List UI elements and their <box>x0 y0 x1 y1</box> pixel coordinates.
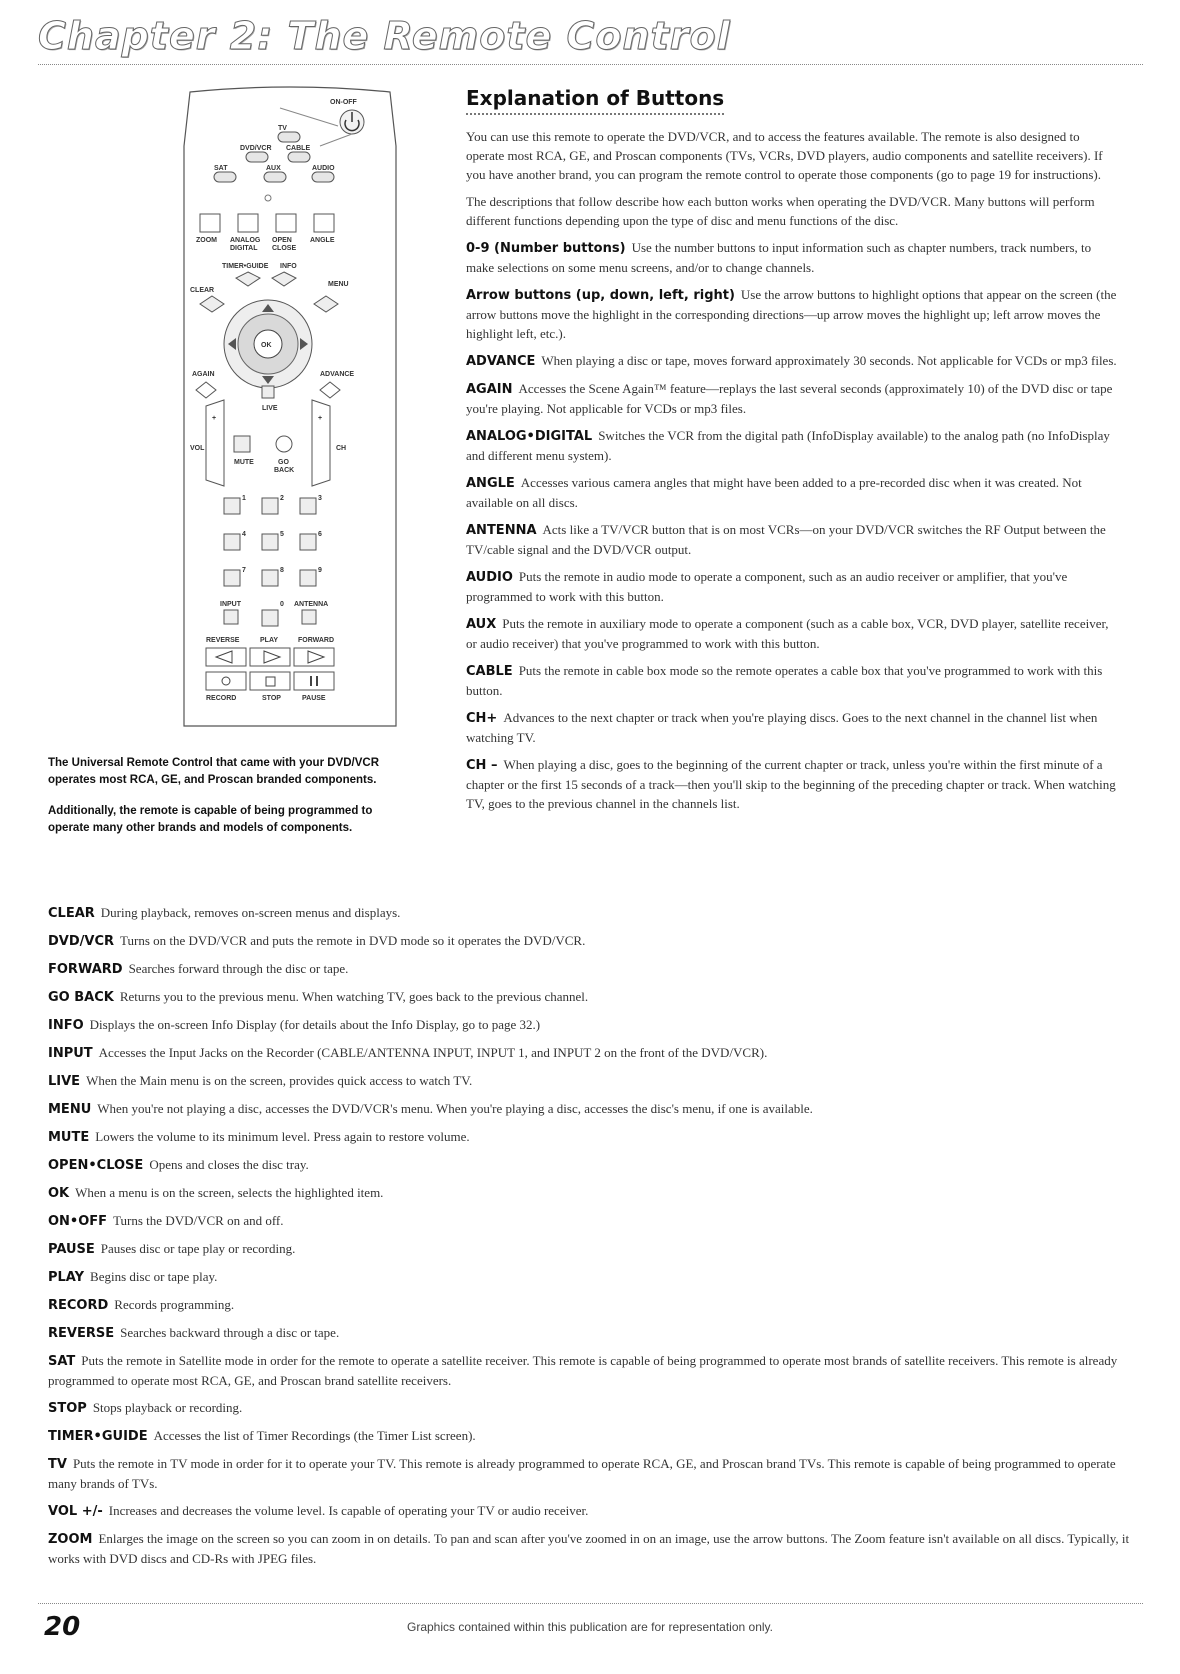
definition-term: PLAY <box>48 1270 85 1285</box>
section-heading: Explanation of Buttons <box>466 86 724 115</box>
button-definition-list-continued <box>48 903 1130 1576</box>
definition-text: When playing a disc, goes to the beginning of the current chapter or track, unless you're within the first minute of a chapter or the first 15 seconds of a track—then you'll skip to the beginning of the preceding chapter or track. When watching TV, goes to the previous channel in the channels list. <box>466 757 1116 811</box>
svg-text:+: + <box>212 415 217 422</box>
remote-label-angle: ANGLE <box>310 237 335 244</box>
caption-paragraph-2: Additionally, the remote is capable of being programmed to operate many other brands and models of components. <box>48 805 373 834</box>
definition-entry <box>466 755 1118 813</box>
definition-entry <box>48 987 1130 1007</box>
definition-entry <box>48 1127 1130 1147</box>
svg-text:+: + <box>318 415 323 422</box>
remote-label-0: 0 <box>280 601 284 608</box>
remote-label-advance: ADVANCE <box>320 371 355 378</box>
remote-label-4: 4 <box>242 531 246 538</box>
definition-term: FORWARD <box>48 962 123 977</box>
definition-text: Puts the remote in auxiliary mode to operate a component (such as a cable box, VCR, DVD player, satellite receiver, or audio receiver) that you've programmed to work with this button. <box>466 616 1109 651</box>
definition-entry <box>48 1529 1130 1568</box>
caption-paragraph-1: The Universal Remote Control that came with your DVD/VCR operates most RCA, GE, and Proscan branded components. <box>48 757 380 786</box>
remote-label-3: 3 <box>318 495 322 502</box>
remote-label-vol: VOL <box>190 445 205 452</box>
definition-text: During playback, removes on-screen menus and displays. <box>100 905 401 920</box>
definition-text: Lowers the volume to its minimum level. Press again to restore volume. <box>95 1129 470 1144</box>
definition-text: Opens and closes the disc tray. <box>149 1157 309 1172</box>
definition-entry <box>466 351 1118 371</box>
definition-term: 0-9 (Number buttons) <box>466 241 626 256</box>
definition-term: CH+ <box>466 711 498 726</box>
definition-term: GO BACK <box>48 990 114 1005</box>
definition-term: OPEN•CLOSE <box>48 1158 144 1173</box>
definition-term: RECORD <box>48 1298 109 1313</box>
definition-text: Displays the on-screen Info Display (for details about the Info Display, go to page 32.) <box>89 1017 541 1032</box>
definition-entry <box>48 1043 1130 1063</box>
definition-term: TV <box>48 1457 67 1472</box>
remote-label-8: 8 <box>280 567 284 574</box>
definition-term: ANALOG•DIGITAL <box>466 429 593 444</box>
remote-label-tv: TV <box>278 125 287 132</box>
definition-text: Puts the remote in TV mode in order for it to operate your TV. This remote is already programmed to operate RCA, GE, and Proscan brand TVs. This remote is capable of being programmed to operate many brands of TVs. <box>48 1456 1116 1491</box>
intro-paragraph-1: You can use this remote to operate the DVD/VCR, and to access the features available. The remote is also designed to operate most RCA, GE, and Proscan components (TVs, VCRs, DVD players, audio components and satellite receivers). If you have another brand, you can program the remote control to operate those components (go to page 19 for instructions). <box>466 129 1103 182</box>
remote-label-cable: CABLE <box>286 145 311 152</box>
definition-term: ADVANCE <box>466 354 536 369</box>
definition-term: AGAIN <box>466 382 513 397</box>
remote-label-clear: CLEAR <box>190 287 215 294</box>
definition-text: Searches backward through a disc or tape. <box>120 1325 340 1340</box>
definition-entry <box>466 567 1118 606</box>
definition-term: TIMER•GUIDE <box>48 1429 148 1444</box>
definition-text: Begins disc or tape play. <box>90 1269 218 1284</box>
definition-term: INPUT <box>48 1046 93 1061</box>
definition-text: Puts the remote in Satellite mode in order for the remote to operate a satellite receiver. This remote is capable of being programmed to operate most brands of satellite receivers. This remote is already programmed to operate most RCA, GE, and Proscan brand satellite receivers. <box>48 1353 1118 1388</box>
definition-text: Accesses various camera angles that might have been added to a pre-recorded disc when it was created. Not available on all discs. <box>466 475 1082 510</box>
remote-label-sat: SAT <box>214 165 228 172</box>
definition-term: Arrow buttons (up, down, left, right) <box>466 288 735 303</box>
remote-label-reverse: REVERSE <box>206 637 240 644</box>
definition-text: Turns on the DVD/VCR and puts the remote in DVD mode so it operates the DVD/VCR. <box>120 933 586 948</box>
definition-text: Accesses the Input Jacks on the Recorder (CABLE/ANTENNA INPUT, INPUT 1, and INPUT 2 on the front of the DVD/VCR). <box>98 1045 768 1060</box>
page-number: 20 <box>44 1612 81 1642</box>
footer-note: Graphics contained within this publication are for representation only. <box>407 1620 773 1634</box>
definition-entry <box>48 1099 1130 1119</box>
chapter-title: Chapter 2: The Remote Control <box>38 14 731 58</box>
title-divider <box>38 64 1143 65</box>
definition-term: INFO <box>48 1018 84 1033</box>
button-definition-list <box>466 238 1118 813</box>
definition-text: Accesses the list of Timer Recordings (the Timer List screen). <box>153 1428 476 1443</box>
definition-term: AUDIO <box>466 570 513 585</box>
remote-label-go: GO <box>278 459 289 466</box>
definition-term: LIVE <box>48 1074 81 1089</box>
definition-entry <box>48 1501 1130 1521</box>
definition-text: Use the number buttons to input information such as chapter numbers, track numbers, to make selections on some menu screens, and/or to change channels. <box>466 240 1092 275</box>
definition-entry <box>48 1398 1130 1418</box>
remote-label-ok: OK <box>261 342 272 349</box>
definition-text: Stops playback or recording. <box>92 1400 243 1415</box>
definition-entry <box>48 931 1130 951</box>
definition-text: When playing a disc or tape, moves forward approximately 30 seconds. Not applicable for VCDs or mp3 files. <box>541 353 1117 368</box>
definition-entry <box>48 1183 1130 1203</box>
definition-text: Switches the VCR from the digital path (InfoDisplay available) to the analog path (no InfoDisplay and different menu system). <box>466 428 1110 463</box>
definition-term: MENU <box>48 1102 92 1117</box>
intro-paragraph-2: The descriptions that follow describe how each button works when operating the DVD/VCR. Many buttons will perform different functions depending upon the type of disc and menu functions of the disc. <box>466 194 1095 228</box>
remote-label-audio: AUDIO <box>312 165 335 172</box>
remote-label-again: AGAIN <box>192 371 215 378</box>
definition-text: Searches forward through the disc or tape. <box>128 961 349 976</box>
remote-label-digital: DIGITAL <box>230 245 258 252</box>
definition-text: When you're not playing a disc, accesses the DVD/VCR's menu. When you're playing a disc, accesses the disc's menu, if one is available. <box>97 1101 813 1116</box>
definition-term: CABLE <box>466 664 513 679</box>
remote-label-6: 6 <box>318 531 322 538</box>
remote-label-stop: STOP <box>262 695 281 702</box>
remote-label-5: 5 <box>280 531 284 538</box>
remote-label-dvd-vcr: DVD/VCR <box>240 145 272 152</box>
definition-term: OK <box>48 1186 70 1201</box>
definition-text: Increases and decreases the volume level. Is capable of operating your TV or audio receiver. <box>108 1503 589 1518</box>
definition-text: When a menu is on the screen, selects the highlighted item. <box>75 1185 384 1200</box>
remote-label-record: RECORD <box>206 695 237 702</box>
remote-label-zoom: ZOOM <box>196 237 217 244</box>
remote-label-input: INPUT <box>220 601 241 608</box>
remote-label-live: LIVE <box>262 405 278 412</box>
definition-entry <box>48 959 1130 979</box>
definition-text: Pauses disc or tape play or recording. <box>100 1241 296 1256</box>
definition-term: STOP <box>48 1401 87 1416</box>
definition-term: SAT <box>48 1354 76 1369</box>
definition-term: AUX <box>466 617 497 632</box>
definition-term: ANGLE <box>466 476 515 491</box>
definition-term: VOL +/- <box>48 1504 103 1519</box>
definition-entry <box>48 1071 1130 1091</box>
remote-label-pause: PAUSE <box>302 695 326 702</box>
explanation-section <box>466 86 1118 821</box>
remote-label-forward: FORWARD <box>298 637 335 644</box>
definition-term: ON•OFF <box>48 1214 108 1229</box>
definition-entry <box>48 903 1130 923</box>
remote-label-on-off: ON-OFF <box>330 99 357 106</box>
definition-text: Use the arrow buttons to highlight options that appear on the screen (the arrow buttons move the highlight in the corresponding directions—up arrow moves the highlight up; left arrow moves the highlight left, etc.). <box>466 287 1117 341</box>
definition-term: PAUSE <box>48 1242 95 1257</box>
definition-text: Turns the DVD/VCR on and off. <box>113 1213 284 1228</box>
definition-term: CH – <box>466 758 498 773</box>
definition-entry <box>466 520 1118 559</box>
definition-entry <box>48 1239 1130 1259</box>
definition-entry <box>48 1323 1130 1343</box>
remote-label-9: 9 <box>318 567 322 574</box>
definition-entry <box>466 473 1118 512</box>
remote-label-7: 7 <box>242 567 246 574</box>
remote-label-timer-guide: TIMER•GUIDE <box>222 263 269 270</box>
definition-text: Puts the remote in audio mode to operate a component, such as an audio receiver or amplifier, that you've programmed to work with this button. <box>466 569 1068 604</box>
definition-entry <box>466 379 1118 418</box>
definition-entry <box>48 1426 1130 1446</box>
remote-label-antenna: ANTENNA <box>294 601 329 608</box>
remote-label-analog: ANALOG <box>230 237 261 244</box>
definition-entry <box>48 1295 1130 1315</box>
remote-caption <box>48 755 408 851</box>
definition-entry <box>466 285 1118 343</box>
definition-text: When the Main menu is on the screen, provides quick access to watch TV. <box>86 1073 473 1088</box>
remote-label-info: INFO <box>280 263 297 270</box>
definition-text: Advances to the next chapter or track when you're playing discs. Goes to the next channel in the channel list when watching TV. <box>466 710 1098 745</box>
remote-label-mute: MUTE <box>234 459 254 466</box>
definition-term: DVD/VCR <box>48 934 115 949</box>
definition-text: Records programming. <box>114 1297 235 1312</box>
remote-label-open: OPEN <box>272 237 292 244</box>
remote-label-2: 2 <box>280 495 284 502</box>
definition-entry <box>466 238 1118 277</box>
definition-entry <box>466 426 1118 465</box>
definition-entry <box>48 1351 1130 1390</box>
remote-label-aux: AUX <box>266 165 281 172</box>
definition-term: ANTENNA <box>466 523 537 538</box>
footer-divider <box>38 1603 1143 1604</box>
definition-term: CLEAR <box>48 906 95 921</box>
definition-entry <box>466 661 1118 700</box>
definition-text: Puts the remote in cable box mode so the remote operates a cable box that you've programmed to work with this button. <box>466 663 1103 698</box>
remote-label-play: PLAY <box>260 637 279 644</box>
definition-entry <box>48 1211 1130 1231</box>
definition-term: ZOOM <box>48 1532 93 1547</box>
definition-text: Acts like a TV/VCR button that is on most VCRs—on your DVD/VCR switches the RF Output between the TV/cable signal and the DVD/VCR output. <box>466 522 1106 557</box>
definition-text: Returns you to the previous menu. When watching TV, goes back to the previous channel. <box>119 989 589 1004</box>
remote-label-back: BACK <box>274 467 295 474</box>
remote-label-ch: CH <box>336 445 347 452</box>
remote-illustration <box>170 86 410 738</box>
remote-label-1: 1 <box>242 495 246 502</box>
definition-text: Accesses the Scene Again™ feature—replays the last several seconds (approximately 10) of the DVD disc or tape you're playing. Not applicable for VCDs or mp3 files. <box>466 381 1113 416</box>
remote-label-close: CLOSE <box>272 245 297 252</box>
definition-entry <box>48 1454 1130 1493</box>
definition-entry <box>48 1155 1130 1175</box>
definition-term: REVERSE <box>48 1326 115 1341</box>
definition-entry <box>466 614 1118 653</box>
definition-entry <box>48 1267 1130 1287</box>
remote-label-menu: MENU <box>328 281 349 288</box>
definition-text: Enlarges the image on the screen so you can zoom in on details. To pan and scan after you've zoomed in on an image, use the arrow buttons. The Zoom feature isn't available on all discs. Typically, it works with DVD discs and CD-Rs with JPEG files. <box>48 1531 1130 1566</box>
definition-entry <box>48 1015 1130 1035</box>
definition-entry <box>466 708 1118 747</box>
definition-term: MUTE <box>48 1130 90 1145</box>
